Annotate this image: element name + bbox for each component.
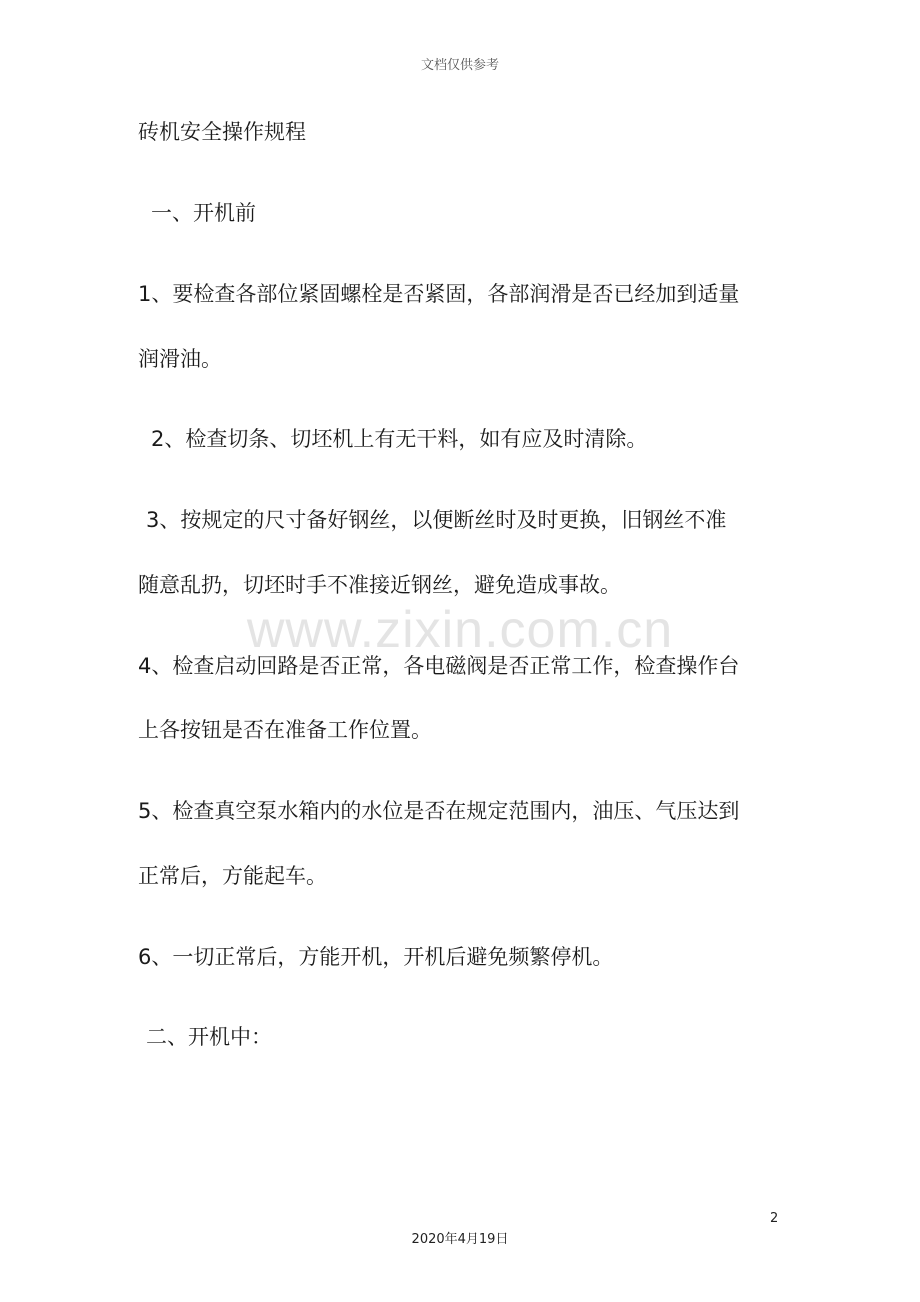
page-header: 文档仅供参考 <box>420 58 499 73</box>
item-5-line-1: 5、检查真空泵水箱内的水位是否在规定范围内，油压、气压达到 <box>138 799 740 823</box>
item-1-line-1: 1、要检查各部位紧固螺栓是否紧固，各部润滑是否已经加到适量 <box>138 282 740 306</box>
item-3-line-1: 3、按规定的尺寸备好钢丝，以便断丝时及时更换，旧钢丝不准 <box>146 508 727 532</box>
section-heading-before-start: 一、开机前 <box>151 201 256 225</box>
document-title: 砖机安全操作规程 <box>138 120 306 144</box>
item-6: 6、一切正常后，方能开机，开机后避免频繁停机。 <box>138 945 614 969</box>
page-number: 2 <box>770 1211 779 1226</box>
footer-date: 2020年4月19日 <box>411 1232 509 1247</box>
item-4-line-2: 上各按钮是否在准备工作位置。 <box>138 718 432 742</box>
item-1-line-2: 润滑油。 <box>138 347 222 371</box>
watermark: www.zixin.com.cn <box>246 601 674 659</box>
item-5-line-2: 正常后，方能起车。 <box>138 864 327 888</box>
section-heading-during-operation: 二、开机中： <box>146 1025 272 1049</box>
item-4-line-1: 4、检查启动回路是否正常，各电磁阀是否正常工作，检查操作台 <box>138 654 740 678</box>
item-2: 2、检查切条、切坯机上有无干料，如有应及时清除。 <box>151 427 648 451</box>
item-3-line-2: 随意乱扔，切坯时手不准接近钢丝，避免造成事故。 <box>138 573 621 597</box>
